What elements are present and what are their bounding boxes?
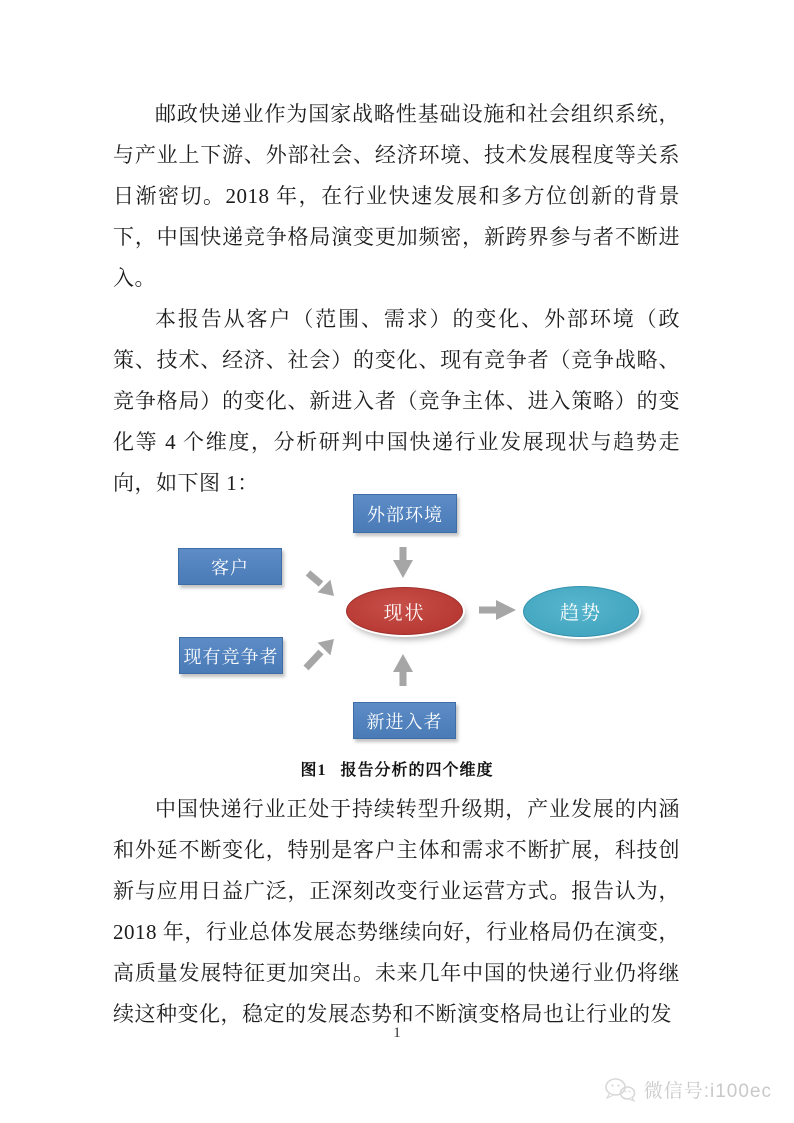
figure-caption [0,757,794,780]
figure-caption-label: 图1 [300,762,327,779]
arrow-up-right-icon [306,652,321,668]
paragraph-3: 中国快递行业正处于持续转型升级期，产业发展的内涵和外延不断变化，特别是客户主体和需求不断扩展，科技创新与应用日益广泛，正深刻改变行业运营方式。报告认为，2018 年，行业总体发展态势继续向好，行业格局仍在演变，高质量发展特征更加突出。未来几年中国的快递行业仍将继续这种变化，稳定的发展态势和不断演变格局也让行业的发 [113,797,680,1026]
node-customers: 客户 [178,548,282,585]
arrow-down-right-icon [308,573,321,584]
figure-caption-text: 报告分析的四个维度 [340,762,494,779]
node-external-environment: 外部环境 [353,494,457,533]
body-text-top [113,94,680,504]
paragraph-1: 邮政快递业作为国家战略性基础设施和社会组织系统，与产业上下游、外部社会、经济环境、技术发展程度等关系日渐密切。2018 年，在行业快速发展和多方位创新的背景下，中国快递竞争格局演变更加频密，新跨界参与者不断进入。 [113,102,680,290]
node-current-status: 现状 [346,587,463,635]
body-text-bottom [113,789,680,1035]
watermark [603,1076,772,1103]
paragraph-2: 本报告从客户（范围、需求）的变化、外部环境（政策、技术、经济、社会）的变化、现有竞争者（竞争战略、竞争格局）的变化、新进入者（竞争主体、进入策略）的变化等 4 个维度，分析研判中国快递行业发展现状与趋势走向，如下图 1： [113,307,680,495]
page-number: 1 [393,1025,401,1041]
wechat-icon [603,1077,637,1103]
node-existing-competitors: 现有竞争者 [179,637,283,674]
node-trend: 趋势 [523,586,639,637]
node-new-entrants: 新进入者 [353,702,456,739]
watermark-text: 微信号:i100ec [643,1081,772,1102]
